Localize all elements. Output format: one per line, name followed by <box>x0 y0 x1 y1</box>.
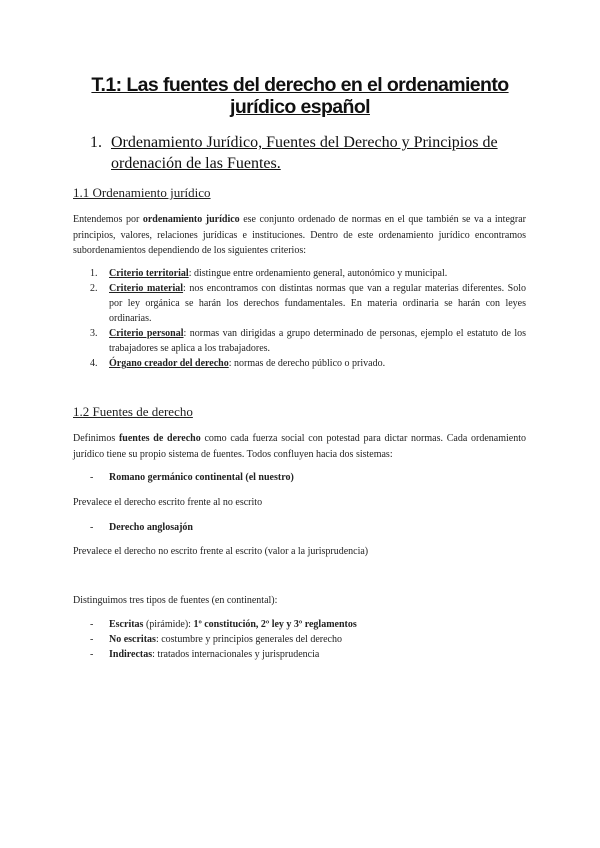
list-item: - Escritas (pirámide): 1º constitución, 2º ley y 3º reglamentos <box>90 619 357 630</box>
section-1-number: 1. <box>90 134 102 151</box>
list-item: - No escritas: costumbre y principios generales del derecho <box>90 634 342 645</box>
system-list-1 <box>73 470 526 485</box>
system-1-note: Prevalece el derecho escrito frente al no escrito <box>73 497 263 508</box>
list-item: 3. Criterio personal: normas van dirigidas a grupo determinado de personas, ejemplo el estatuto de los trabajadores se aplica a los trabajadores. <box>90 328 527 354</box>
title-line-2: jurídico español <box>230 96 370 118</box>
system-2-note: Prevalece el derecho no escrito frente al escrito (valor a la jurisprudencia) <box>73 546 369 557</box>
subsection-1-1-intro: Entendemos por ordenamiento jurídico ese conjunto ordenado de normas en el que también se va a integrar principios, valores, relaciones jurídicas e instituciones. Dentro de este ordenamiento jurídico encontramos subordenamientos dependiendo de los siguientes criterios: <box>73 214 526 256</box>
page-title <box>60 74 540 118</box>
list-item: 4. Órgano creador del derecho: normas de derecho público o privado. <box>90 358 386 369</box>
types-intro: Distinguimos tres tipos de fuentes (en continental): <box>73 595 278 606</box>
list-item: - Indirectas: tratados internacionales y jurisprudencia <box>90 649 320 660</box>
list-item: 1. Criterio territorial: distingue entre ordenamiento general, autonómico y municipal. <box>90 268 448 279</box>
list-item: 2. Criterio material: nos encontramos con distintas normas que van a regular materias diferentes. Solo por ley orgánica se harán los derechos fundamentales. En materia ordinaria se harán con leyes ordinarias. <box>90 283 526 324</box>
criteria-list <box>73 266 526 371</box>
list-item: - Romano germánico continental (el nuestro) <box>90 472 294 483</box>
section-1-title: Ordenamiento Jurídico, Fuentes del Derecho y Principios de ordenación de las Fuentes. <box>111 134 498 172</box>
title-line-1: T.1: Las fuentes del derecho en el ordenamiento <box>91 74 509 96</box>
subsection-1-2-intro: Definimos fuentes de derecho como cada fuerza social con potestad para dictar normas. Cada ordenamiento jurídico tiene su propio sistema de fuentes. Todos confluyen hacia dos sistemas: <box>73 433 526 460</box>
subsection-1-1-heading: 1.1 Ordenamiento jurídico <box>73 185 211 200</box>
types-list <box>73 617 526 662</box>
list-item: - Derecho anglosajón <box>90 522 193 533</box>
subsection-1-2-heading: 1.2 Fuentes de derecho <box>73 404 193 419</box>
system-list-2 <box>73 520 526 535</box>
